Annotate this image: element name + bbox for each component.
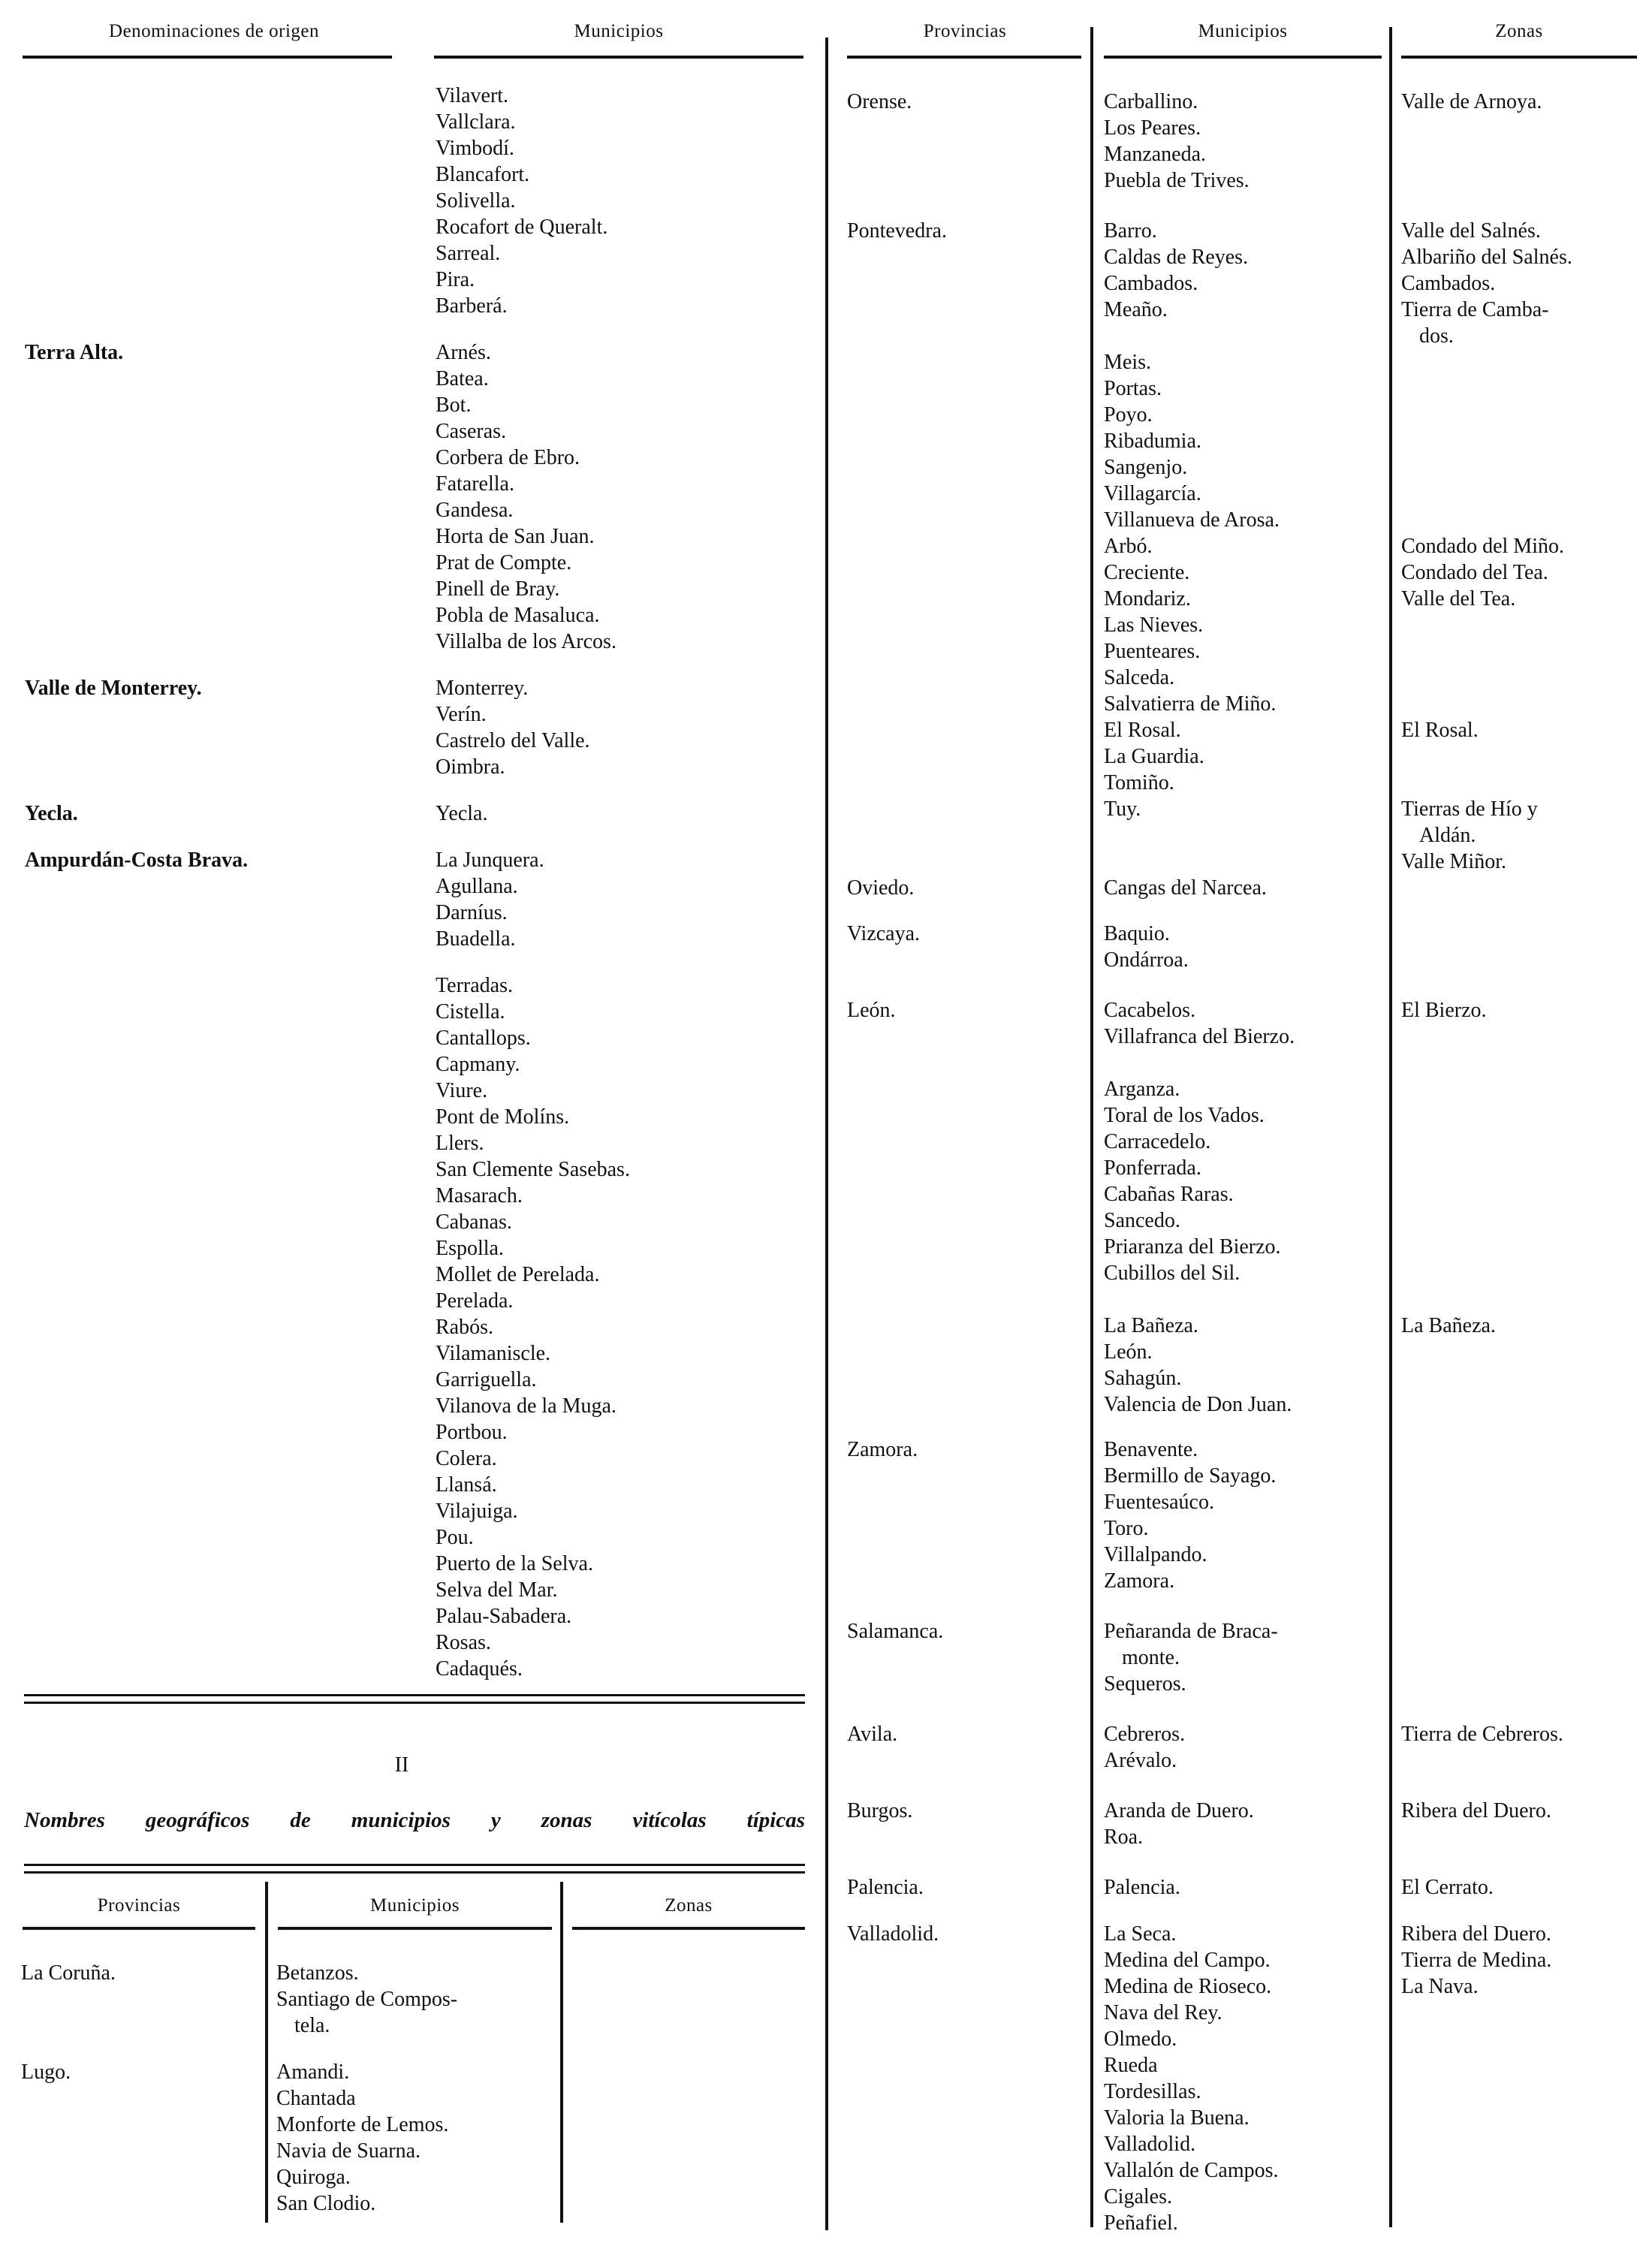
municipio-name: Terradas. — [436, 974, 513, 997]
table-row — [0, 1645, 1652, 1671]
table-row — [0, 1234, 1652, 1260]
municipio-name: Sahagún. — [1104, 1367, 1182, 1390]
table-row — [0, 1947, 1652, 1973]
table-row — [0, 1391, 1652, 1418]
municipio-name: Pobla de Masaluca. — [436, 604, 600, 627]
municipio-name: Cangas del Narcea. — [1104, 876, 1267, 900]
municipio-name: Carracedelo. — [1104, 1130, 1211, 1153]
table-row — [0, 1515, 1652, 1542]
table-row — [0, 507, 1652, 533]
municipio-name: Sangenjo. — [1104, 456, 1188, 479]
provincia-name: Orense. — [847, 90, 912, 113]
municipio-name: tela. — [294, 2014, 330, 2037]
table-row — [0, 1286, 1652, 1313]
provincia-name: León. — [847, 999, 896, 1022]
municipio-name: Pou. — [436, 1526, 474, 1549]
municipio-name: Villagarcía. — [1104, 482, 1201, 505]
municipio-name: Olmedo. — [1104, 2027, 1177, 2051]
provincia-name: Palencia. — [847, 1876, 924, 1899]
table-row — [0, 612, 1652, 638]
table-row — [0, 1129, 1652, 1155]
table-row — [0, 849, 1652, 875]
municipio-name: Ondárroa. — [1104, 948, 1189, 972]
municipio-name: Tordesillas. — [1104, 2080, 1201, 2103]
municipio-name: Arnés. — [436, 341, 491, 364]
zona-name: Albariño del Salnés. — [1401, 246, 1572, 269]
municipio-name: Arbó. — [1104, 535, 1153, 558]
zona-name: Valle Miñor. — [1401, 850, 1506, 873]
table-row — [0, 1102, 1652, 1129]
table-row — [0, 875, 1652, 901]
municipio-name: Arganza. — [1104, 1078, 1180, 1101]
table-row — [0, 947, 1652, 973]
table-row — [0, 997, 1652, 1023]
table-row — [0, 1798, 1652, 1824]
municipio-name: Chantada — [276, 2087, 356, 2110]
zona-name: Valle del Salnés. — [1401, 219, 1541, 243]
table-row — [0, 297, 1652, 323]
municipio-name: Ribadumia. — [1104, 430, 1201, 453]
table-row — [0, 743, 1652, 770]
municipio-name: Barberá. — [436, 294, 508, 318]
header-zonas: Zonas — [1495, 21, 1543, 41]
municipio-name: Quiroga. — [276, 2166, 351, 2189]
table-row — [0, 402, 1652, 428]
table-group — [0, 875, 1652, 901]
denominacion-label: Terra Alta. — [25, 341, 124, 364]
provincia-name: Oviedo. — [847, 876, 915, 900]
table-row — [0, 1874, 1652, 1901]
table-row — [0, 167, 1652, 194]
municipio-name: Colera. — [436, 1447, 497, 1470]
municipio-name: Salceda. — [1104, 666, 1175, 689]
table-row — [0, 2052, 1652, 2079]
table-row — [0, 1568, 1652, 1594]
municipio-name: Viure. — [436, 1079, 488, 1102]
municipio-name: Vilavert. — [436, 84, 509, 107]
zona-name: El Cerrato. — [1401, 1876, 1494, 1899]
municipio-name: Amandi. — [276, 2061, 350, 2084]
municipio-name: Portas. — [1104, 377, 1162, 400]
header-underline — [847, 56, 1081, 59]
municipio-name: Cigales. — [1104, 2185, 1172, 2208]
municipio-name: Cantallops. — [436, 1026, 531, 1050]
table-row — [0, 481, 1652, 507]
table-row — [0, 770, 1652, 796]
table-row — [0, 1260, 1652, 1286]
municipio-name: Roa. — [1104, 1825, 1144, 1849]
municipio-name: Pinell de Bray. — [436, 577, 560, 601]
table-row — [0, 921, 1652, 947]
header-provincias: Provincias — [923, 21, 1007, 41]
table-row — [0, 1436, 1652, 1463]
section-title: Nombres geográficos de municipios y zonas vitícolas típicas — [24, 1808, 805, 1832]
municipio-name: San Clemente Sasebas. — [436, 1158, 630, 1181]
municipio-name: Castrelo del Valle. — [436, 729, 590, 752]
table-row — [0, 559, 1652, 586]
municipio-name: Villalba de los Arcos. — [436, 630, 616, 653]
municipio-name: Llansá. — [436, 1473, 497, 1497]
municipio-name: Agullana. — [436, 875, 518, 898]
municipio-name: Solivella. — [436, 189, 516, 213]
municipio-name: Caseras. — [436, 420, 507, 443]
municipio-name: Bot. — [436, 393, 472, 417]
table-row — [0, 2157, 1652, 2184]
municipio-name: Toro. — [1104, 1517, 1149, 1540]
municipio-name: Cistella. — [436, 1000, 505, 1023]
municipio-name: Villalpando. — [1104, 1543, 1207, 1566]
municipio-name: Portbou. — [436, 1421, 508, 1444]
table-row — [0, 717, 1652, 743]
municipio-name: Mollet de Perelada. — [436, 1263, 600, 1286]
zona-name: Tierra de Medina. — [1401, 1949, 1552, 1972]
municipio-name: Manzaneda. — [1104, 143, 1207, 166]
municipio-name: Palencia. — [1104, 1876, 1180, 1899]
municipio-name: Verín. — [436, 703, 487, 726]
table-group — [0, 1436, 1652, 1594]
municipio-name: Carballino. — [1104, 90, 1198, 113]
zona-name: dos. — [1419, 324, 1454, 348]
table-row — [0, 533, 1652, 559]
table-row — [0, 796, 1652, 822]
municipio-name: Valladolid. — [1104, 2133, 1196, 2156]
table-row — [0, 1489, 1652, 1515]
table-row — [0, 1155, 1652, 1181]
municipio-name: Nava del Rey. — [1104, 2001, 1222, 2024]
municipio-name: Perelada. — [436, 1289, 514, 1313]
table-row — [0, 141, 1652, 167]
municipio-name: Meis. — [1104, 351, 1151, 374]
municipio-name: Sancedo. — [1104, 1209, 1180, 1232]
table-row — [0, 454, 1652, 481]
header-denominaciones: Denominaciones de origen — [109, 21, 319, 41]
municipio-name: Meaño. — [1104, 298, 1168, 321]
municipio-name: Cabañas Raras. — [1104, 1183, 1234, 1206]
table-row — [0, 691, 1652, 717]
municipio-name: Poyo. — [1104, 403, 1153, 427]
municipio-name: Priaranza del Bierzo. — [1104, 1235, 1281, 1259]
zona-name: Aldán. — [1419, 824, 1476, 847]
municipio-name: Espolla. — [436, 1237, 504, 1260]
table-group — [0, 1874, 1652, 1901]
municipio-name: Cabanas. — [436, 1210, 512, 1234]
zona-name: Condado del Tea. — [1401, 561, 1548, 584]
municipio-name: Benavente. — [1104, 1438, 1198, 1461]
provincia-name: Valladolid. — [847, 1922, 939, 1946]
municipio-name: Vilajuiga. — [436, 1500, 518, 1523]
municipio-name: Capmany. — [436, 1053, 520, 1076]
zona-name: Tierras de Hío y — [1401, 797, 1538, 821]
municipio-name: Pira. — [436, 268, 475, 291]
municipio-name: Puebla de Trives. — [1104, 169, 1250, 192]
municipio-name: Medina del Campo. — [1104, 1949, 1271, 1972]
table-row — [0, 1463, 1652, 1489]
municipio-name: Vilanova de la Muga. — [436, 1394, 616, 1418]
municipio-name: San Clodio. — [276, 2192, 376, 2215]
municipio-name: Monforte de Lemos. — [276, 2113, 449, 2136]
zona-name: Valle de Arnoya. — [1401, 90, 1542, 113]
municipio-name: Fuentesaúco. — [1104, 1491, 1214, 1514]
table-row — [0, 1747, 1652, 1774]
table-row — [0, 428, 1652, 454]
table-group — [0, 921, 1652, 973]
denominacion-label: Yecla. — [25, 802, 78, 825]
municipio-name: Villafranca del Bierzo. — [1104, 1025, 1295, 1048]
table-row — [0, 2000, 1652, 2026]
municipio-name: Blancafort. — [436, 163, 530, 186]
table-row — [0, 323, 1652, 349]
table-group — [0, 1618, 1652, 1697]
municipio-name: monte. — [1122, 1646, 1180, 1669]
zona-name: La Nava. — [1401, 1975, 1479, 1998]
municipio-name: Yecla. — [436, 802, 488, 825]
header-municipios-ii: Municipios — [370, 1895, 460, 1916]
municipio-name: Llers. — [436, 1132, 484, 1155]
municipio-name: La Junquera. — [436, 849, 544, 872]
provincia-name: Lugo. — [21, 2061, 71, 2084]
zona-name: Ribera del Duero. — [1401, 1799, 1551, 1822]
municipio-name: Corbera de Ebro. — [436, 446, 580, 469]
municipio-name: Oimbra. — [436, 755, 505, 779]
municipio-name: La Bañeza. — [1104, 1314, 1198, 1337]
table-row — [0, 1050, 1652, 1076]
municipio-name: Valoria la Buena. — [1104, 2106, 1250, 2130]
provincia-name: La Coruña. — [21, 1961, 116, 1985]
zona-name: La Bañeza. — [1401, 1314, 1496, 1337]
header-municipios-right: Municipios — [1198, 21, 1288, 41]
municipio-name: La Guardia. — [1104, 745, 1204, 768]
municipio-name: Navia de Suarna. — [276, 2139, 421, 2163]
header-provincias-ii: Provincias — [97, 1895, 181, 1916]
provincia-name: Vizcaya. — [847, 922, 921, 945]
municipio-name: Ponferrada. — [1104, 1156, 1201, 1180]
table-row — [0, 586, 1652, 612]
provincia-name: Pontevedra. — [847, 219, 947, 243]
municipio-name: Rosas. — [436, 1631, 491, 1654]
table-row — [0, 1824, 1652, 1850]
provincia-name: Burgos. — [847, 1799, 913, 1822]
table-row — [0, 270, 1652, 297]
table-row — [0, 375, 1652, 402]
table-row — [0, 1339, 1652, 1365]
municipio-name: Cubillos del Sil. — [1104, 1262, 1241, 1285]
table-row — [0, 1671, 1652, 1697]
municipio-name: Salvatierra de Miño. — [1104, 692, 1277, 716]
municipio-name: Toral de los Vados. — [1104, 1104, 1265, 1127]
municipio-name: Vallalón de Campos. — [1104, 2159, 1279, 2182]
municipio-name: Medina de Rioseco. — [1104, 1975, 1272, 1998]
municipio-name: Valencia de Don Juan. — [1104, 1393, 1292, 1416]
municipio-name: Garriguella. — [436, 1368, 537, 1391]
table-row — [0, 2079, 1652, 2105]
municipio-name: Zamora. — [1104, 1569, 1175, 1593]
table-row — [0, 115, 1652, 141]
municipio-name: Prat de Compte. — [436, 551, 572, 574]
table-row — [0, 1207, 1652, 1234]
municipio-name: Villanueva de Arosa. — [1104, 508, 1280, 532]
municipio-name: El Rosal. — [1104, 719, 1181, 742]
table-row — [0, 2105, 1652, 2131]
table-row — [0, 1181, 1652, 1207]
municipio-name: Creciente. — [1104, 561, 1190, 584]
municipio-name: León. — [1104, 1340, 1153, 1364]
zona-name: Cambados. — [1401, 272, 1496, 295]
header-underline — [1104, 56, 1382, 59]
table-group — [0, 1721, 1652, 1774]
municipio-name: Caldas de Reyes. — [1104, 246, 1249, 269]
municipio-name: Cambados. — [1104, 272, 1198, 295]
municipio-name: Masarach. — [436, 1184, 523, 1207]
zona-name: Valle del Tea. — [1401, 587, 1516, 610]
table-row — [0, 665, 1652, 691]
municipio-name: Cadaqués. — [436, 1657, 523, 1681]
denominacion-label: Valle de Monterrey. — [25, 677, 202, 700]
table-row — [0, 349, 1652, 375]
table-group — [0, 1921, 1652, 2236]
table-row — [0, 1023, 1652, 1050]
municipio-name: Tomiño. — [1104, 771, 1174, 794]
municipio-name: Fatarella. — [436, 472, 514, 496]
municipio-name: Rueda — [1104, 2054, 1158, 2077]
table-row — [0, 1618, 1652, 1645]
table-row — [0, 89, 1652, 115]
municipio-name: Batea. — [436, 367, 489, 390]
municipio-name: Rabós. — [436, 1316, 493, 1339]
municipio-name: Palau-Sabadera. — [436, 1605, 572, 1628]
provincia-name: Zamora. — [847, 1438, 918, 1461]
municipio-name: Betanzos. — [276, 1961, 359, 1985]
municipio-name: Pont de Molíns. — [436, 1105, 570, 1129]
zona-name: Tierra de Cebreros. — [1401, 1723, 1563, 1746]
municipio-name: Cebreros. — [1104, 1723, 1186, 1746]
municipio-name: Peñafiel. — [1104, 2211, 1178, 2235]
header-underline — [434, 56, 803, 59]
municipio-name: Las Nieves. — [1104, 613, 1204, 637]
table-row — [0, 822, 1652, 849]
municipio-name: Mondariz. — [1104, 587, 1191, 610]
section-number: II — [394, 1753, 409, 1777]
municipio-name: Selva del Mar. — [436, 1578, 558, 1602]
provincia-name: Avila. — [847, 1723, 898, 1746]
denominacion-label: Ampurdán-Costa Brava. — [25, 849, 249, 872]
zona-name: Tierra de Camba- — [1401, 298, 1549, 321]
zona-name: El Bierzo. — [1401, 999, 1487, 1022]
municipio-name: Vimbodí. — [436, 137, 514, 160]
municipio-name: Sequeros. — [1104, 1672, 1186, 1696]
table-row — [0, 2184, 1652, 2210]
municipio-name: Puerto de la Selva. — [436, 1552, 593, 1575]
table-group — [0, 89, 1652, 194]
zona-name: Condado del Miño. — [1401, 535, 1564, 558]
municipio-name: Tuy. — [1104, 797, 1141, 821]
table-group — [0, 218, 1652, 875]
header-zonas-ii: Zonas — [665, 1895, 713, 1916]
municipio-name: Puenteares. — [1104, 640, 1201, 663]
municipio-name: Barro. — [1104, 219, 1157, 243]
municipio-name: Rocafort de Queralt. — [436, 216, 608, 239]
table-row — [0, 1542, 1652, 1568]
municipio-name: Vilamaniscle. — [436, 1342, 551, 1365]
right-table-body — [0, 89, 1652, 2236]
municipio-name: Santiago de Compos- — [276, 1988, 458, 2011]
table-row — [0, 1973, 1652, 2000]
municipio-name: Peñaranda de Braca- — [1104, 1620, 1278, 1643]
municipio-name: Sarreal. — [436, 242, 501, 265]
provincia-name: Salamanca. — [847, 1620, 944, 1643]
municipio-name: Vallclara. — [436, 110, 516, 134]
header-municipios-left: Municipios — [574, 21, 664, 41]
table-row — [0, 2210, 1652, 2236]
table-group — [0, 997, 1652, 1418]
table-row — [0, 1721, 1652, 1747]
municipio-name: Arévalo. — [1104, 1749, 1177, 1772]
header-underline — [1401, 56, 1637, 59]
zona-name: El Rosal. — [1401, 719, 1479, 742]
municipio-name: Los Peares. — [1104, 116, 1201, 140]
municipio-name: Cacabelos. — [1104, 999, 1196, 1022]
municipio-name: La Seca. — [1104, 1922, 1177, 1946]
table-group — [0, 1798, 1652, 1850]
municipio-name: Gandesa. — [436, 499, 514, 522]
table-row — [0, 2131, 1652, 2157]
municipio-name: Aranda de Duero. — [1104, 1799, 1254, 1822]
municipio-name: Horta de San Juan. — [436, 525, 595, 548]
table-row — [0, 244, 1652, 270]
table-row — [0, 218, 1652, 244]
table-row — [0, 2026, 1652, 2052]
table-row — [0, 1076, 1652, 1102]
municipio-name: Baquio. — [1104, 922, 1170, 945]
zona-name: Ribera del Duero. — [1401, 1922, 1551, 1946]
table-row — [0, 1365, 1652, 1391]
municipio-name: Monterrey. — [436, 677, 529, 700]
table-row — [0, 1921, 1652, 1947]
header-underline — [23, 56, 392, 59]
municipio-name: Bermillo de Sayago. — [1104, 1464, 1277, 1488]
municipio-name: Buadella. — [436, 927, 516, 951]
table-row — [0, 638, 1652, 665]
table-row — [0, 1313, 1652, 1339]
municipio-name: Darníus. — [436, 901, 508, 924]
